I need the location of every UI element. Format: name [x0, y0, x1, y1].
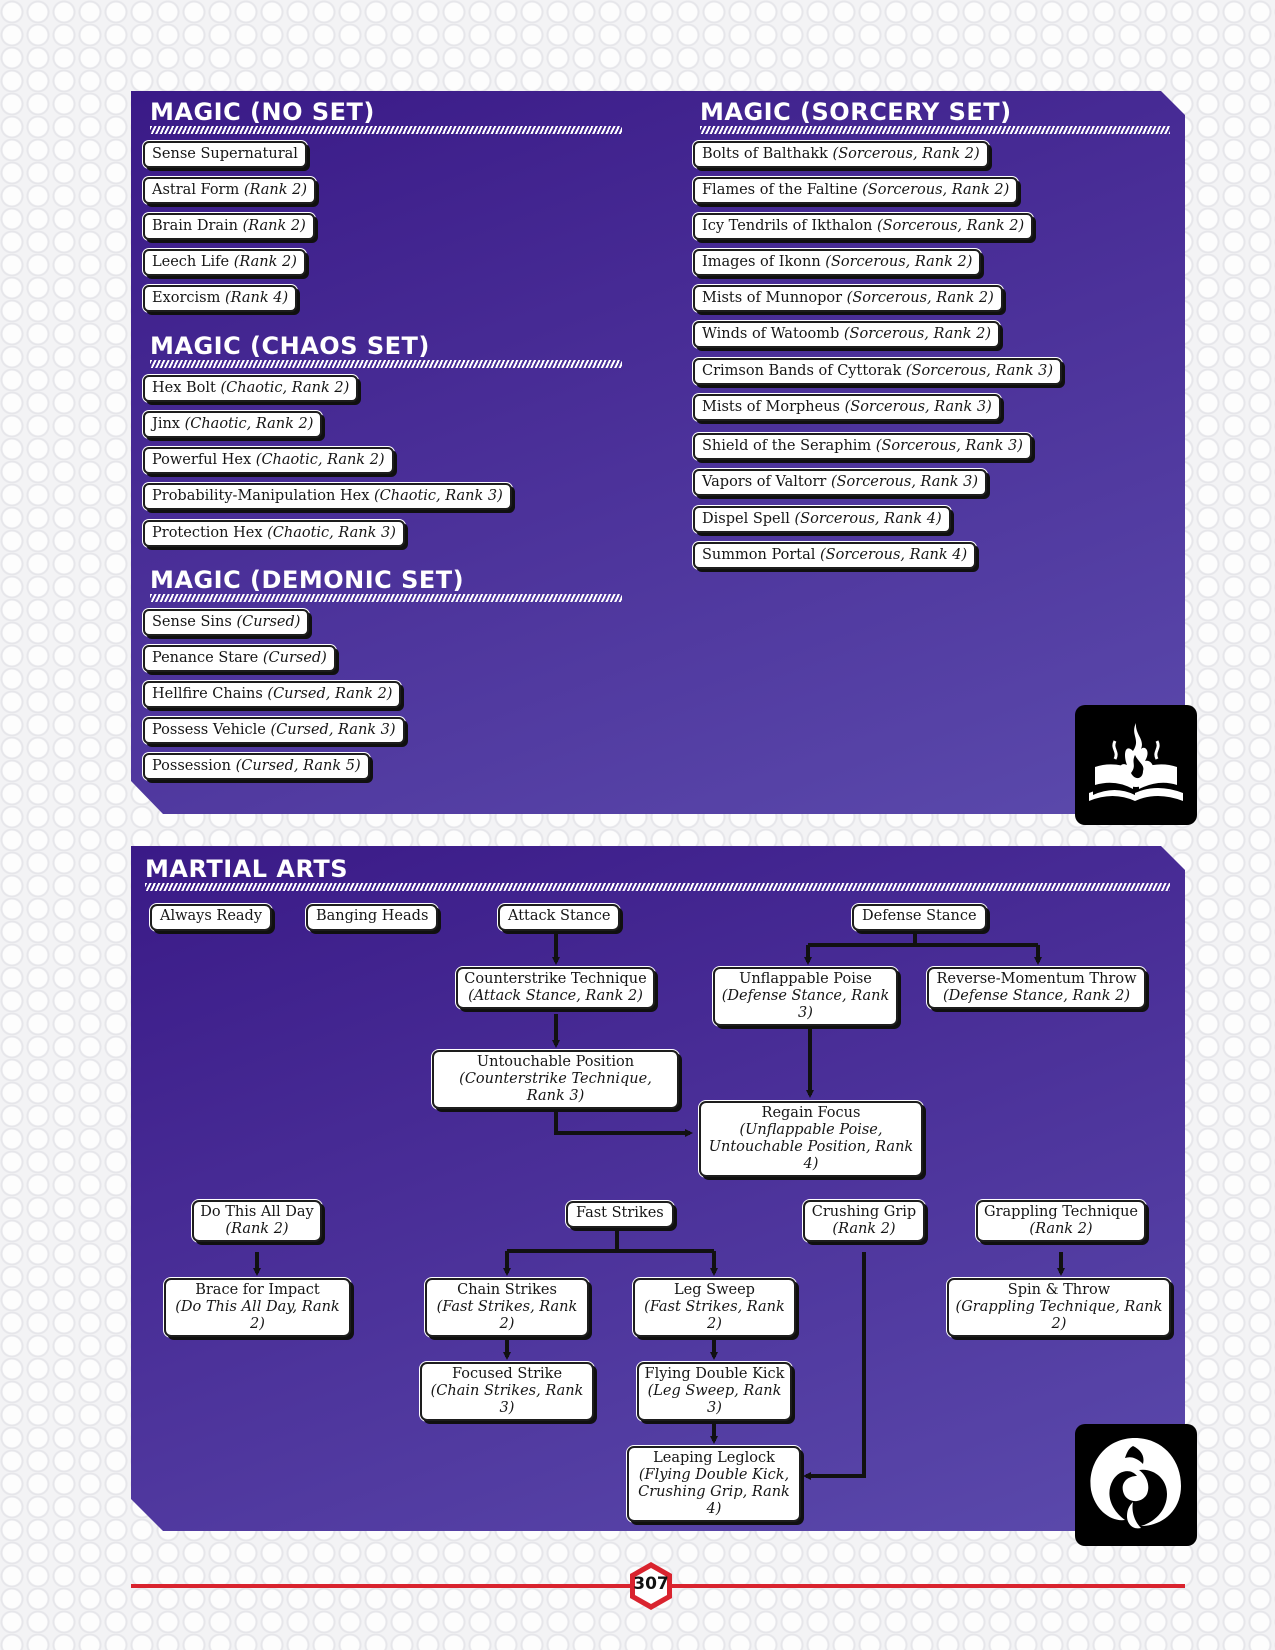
node-name: Always Ready [160, 908, 263, 924]
power-vapors-of-valtorr [693, 469, 987, 496]
power-protection-hex [143, 520, 405, 547]
power-hex-bolt [143, 375, 358, 402]
power-hellfire-chains [143, 681, 401, 708]
node-banging-heads [306, 904, 438, 931]
node-fast-strikes [566, 1201, 674, 1228]
power-prereq: (Rank 2) [233, 254, 297, 270]
magic-demonic-set-heading: MAGIC (DEMONIC SET) [150, 566, 465, 594]
node-chain-strikes [425, 1278, 589, 1337]
power-prereq: (Sorcerous, Rank 2) [832, 146, 980, 162]
power-name: Possess Vehicle [152, 722, 266, 738]
node-name: Leaping Leglock [653, 1450, 775, 1466]
power-name: Protection Hex [152, 525, 263, 541]
power-winds-of-watoomb [693, 321, 1000, 348]
power-name: Winds of Watoomb [702, 326, 840, 342]
power-prereq: (Sorcerous, Rank 4) [820, 547, 968, 563]
power-prereq: (Sorcerous, Rank 2) [843, 326, 992, 342]
node-prereq: (Rank 2) [1029, 1221, 1093, 1237]
power-prereq: (Chaotic, Rank 3) [373, 488, 503, 504]
power-prereq: (Chaotic, Rank 2) [184, 416, 314, 432]
power-name: Penance Stare [152, 650, 259, 666]
power-sense-sins [143, 609, 309, 636]
node-prereq: (Counterstrike Technique, Rank 3) [459, 1071, 652, 1104]
node-prereq: (Grappling Technique, Rank 2) [955, 1299, 1163, 1332]
node-spin-and-throw [947, 1278, 1171, 1337]
power-prereq: (Sorcerous, Rank 2) [825, 254, 973, 270]
power-prereq: (Sorcerous, Rank 2) [862, 182, 1010, 198]
node-prereq: (Rank 2) [832, 1221, 896, 1237]
node-leaping-leglock [627, 1446, 801, 1522]
power-prereq: (Sorcerous, Rank 3) [830, 474, 979, 490]
node-prereq: (Flying Double Kick, Crushing Grip, Rank 4) [638, 1467, 790, 1517]
node-prereq: (Defense Stance, Rank 2) [943, 988, 1130, 1004]
power-jinx [143, 411, 322, 438]
node-prereq: (Do This All Day, Rank 2) [175, 1299, 340, 1332]
power-name: Images of Ikonn [702, 254, 821, 270]
page-number: 307 [633, 1574, 669, 1594]
node-grappling-technique [976, 1200, 1146, 1242]
power-mists-of-morpheus [693, 394, 1001, 421]
power-prereq: (Cursed, Rank 5) [235, 758, 361, 774]
power-name: Icy Tendrils of Ikthalon [702, 218, 873, 234]
power-name: Probability-Manipulation Hex [152, 488, 370, 504]
heading-stripe [700, 126, 1170, 134]
node-name: Brace for Impact [195, 1282, 320, 1298]
node-counterstrike-technique [456, 967, 655, 1009]
power-name: Flames of the Faltine [702, 182, 858, 198]
power-name: Powerful Hex [152, 452, 252, 468]
power-prereq: (Rank 4) [224, 290, 289, 306]
power-prereq: (Cursed) [262, 650, 327, 666]
node-prereq: (Unflappable Poise, Untouchable Position, Rank 4) [708, 1122, 914, 1172]
power-prereq: (Chaotic, Rank 2) [255, 452, 385, 468]
node-name: Do This All Day [200, 1204, 314, 1220]
power-name: Exorcism [152, 290, 221, 306]
node-name: Spin & Throw [1007, 1282, 1111, 1298]
node-name: Focused Strike [451, 1366, 563, 1382]
power-prereq: (Chaotic, Rank 2) [220, 380, 350, 396]
node-regain-focus [699, 1101, 923, 1177]
node-brace-for-impact [164, 1278, 351, 1337]
power-name: Sense Sins [152, 614, 232, 630]
power-bolts-of-balthakk [693, 141, 989, 168]
node-name: Fast Strikes [576, 1205, 664, 1221]
power-summon-portal [693, 542, 976, 569]
power-dispel-spell [693, 506, 951, 533]
power-prereq: (Rank 2) [242, 218, 306, 234]
power-prereq: (Cursed, Rank 2) [267, 686, 393, 702]
magic-sorcery-set-heading: MAGIC (SORCERY SET) [700, 98, 1012, 126]
node-name: Reverse-Momentum Throw [936, 971, 1137, 987]
power-shield-of-the-seraphim [693, 433, 1032, 460]
node-name: Leg Sweep [674, 1282, 755, 1298]
power-astral-form [143, 177, 316, 204]
power-prereq: (Chaotic, Rank 3) [267, 525, 396, 541]
node-unflappable-poise [713, 967, 898, 1026]
node-name: Defense Stance [862, 908, 977, 924]
node-do-this-all-day [192, 1200, 322, 1242]
node-attack-stance [498, 904, 620, 931]
power-name: Astral Form [152, 182, 240, 198]
power-prereq: (Sorcerous, Rank 3) [905, 363, 1053, 379]
node-prereq: (Defense Stance, Rank 3) [721, 988, 890, 1021]
node-untouchable-position [432, 1050, 679, 1109]
node-name: Counterstrike Technique [464, 971, 647, 987]
node-crushing-grip [803, 1200, 925, 1242]
power-exorcism [143, 285, 297, 312]
power-leech-life [143, 249, 306, 276]
magic-chaos-set-heading: MAGIC (CHAOS SET) [150, 332, 430, 360]
node-always-ready [150, 904, 272, 931]
power-prereq: (Sorcerous, Rank 3) [875, 438, 1023, 454]
power-penance-stare [143, 645, 336, 672]
power-icy-tendrils-of-ikthalon [693, 213, 1033, 240]
node-prereq: (Chain Strikes, Rank 3) [430, 1383, 584, 1416]
heading-stripe [150, 126, 622, 134]
node-leg-sweep [633, 1278, 796, 1337]
node-prereq: (Leg Sweep, Rank 3) [647, 1383, 782, 1416]
power-name: Leech Life [152, 254, 230, 270]
power-name: Vapors of Valtorr [702, 474, 827, 490]
power-name: Shield of the Seraphim [702, 438, 872, 454]
power-crimson-bands-of-cyttorak [693, 358, 1062, 385]
power-images-of-ikonn [693, 249, 981, 276]
power-name: Hellfire Chains [152, 686, 263, 702]
power-name: Mists of Morpheus [702, 399, 840, 415]
power-name: Summon Portal [702, 547, 816, 563]
node-flying-double-kick [637, 1362, 792, 1421]
node-name: Chain Strikes [457, 1282, 557, 1298]
power-name: Dispel Spell [702, 511, 790, 527]
node-defense-stance [852, 904, 987, 931]
node-name: Unflappable Poise [739, 971, 872, 987]
node-prereq: (Fast Strikes, Rank 2) [644, 1299, 785, 1332]
power-name: Sense Supernatural [152, 146, 298, 162]
magic-no-set-heading: MAGIC (NO SET) [150, 98, 375, 126]
power-name: Mists of Munnopor [702, 290, 843, 306]
heading-stripe [150, 594, 622, 602]
power-prereq: (Sorcerous, Rank 4) [794, 511, 942, 527]
open-book-hellfire-icon [1075, 705, 1197, 825]
iron-fist-dragon-icon [1075, 1424, 1197, 1546]
power-mists-of-munnopor [693, 285, 1003, 312]
node-reverse-momentum-throw [927, 967, 1146, 1009]
power-prereq: (Sorcerous, Rank 2) [846, 290, 994, 306]
power-brain-drain [143, 213, 315, 240]
power-name: Possession [152, 758, 231, 774]
power-name: Brain Drain [152, 218, 238, 234]
power-prereq: (Rank 2) [243, 182, 308, 198]
heading-stripe [150, 360, 622, 368]
node-name: Regain Focus [761, 1105, 861, 1121]
node-name: Untouchable Position [476, 1054, 635, 1070]
heading-stripe [145, 883, 1170, 891]
node-prereq: (Rank 2) [225, 1221, 289, 1237]
power-prereq: (Sorcerous, Rank 3) [844, 399, 992, 415]
node-prereq: (Fast Strikes, Rank 2) [436, 1299, 578, 1332]
power-name: Hex Bolt [152, 380, 216, 396]
power-prereq: (Cursed) [236, 614, 301, 630]
power-prereq: (Sorcerous, Rank 2) [877, 218, 1025, 234]
power-name: Crimson Bands of Cyttorak [702, 363, 902, 379]
node-name: Flying Double Kick [644, 1366, 785, 1382]
node-prereq: (Attack Stance, Rank 2) [468, 988, 643, 1004]
martial-arts-panel [131, 846, 1185, 1531]
node-name: Grappling Technique [984, 1204, 1138, 1220]
power-sense-supernatural [143, 141, 307, 168]
power-possess-vehicle [143, 717, 405, 744]
power-prereq: (Cursed, Rank 3) [270, 722, 396, 738]
node-name: Banging Heads [316, 908, 429, 924]
node-name: Crushing Grip [811, 1204, 917, 1220]
node-name: Attack Stance [508, 908, 611, 924]
node-focused-strike [420, 1362, 594, 1421]
power-name: Jinx [152, 416, 180, 432]
power-probability-manipulation-hex [143, 483, 512, 510]
power-powerful-hex [143, 447, 394, 474]
power-possession [143, 753, 370, 780]
martial-arts-heading: MARTIAL ARTS [145, 855, 349, 883]
power-flames-of-the-faltine [693, 177, 1018, 204]
power-name: Bolts of Balthakk [702, 146, 828, 162]
